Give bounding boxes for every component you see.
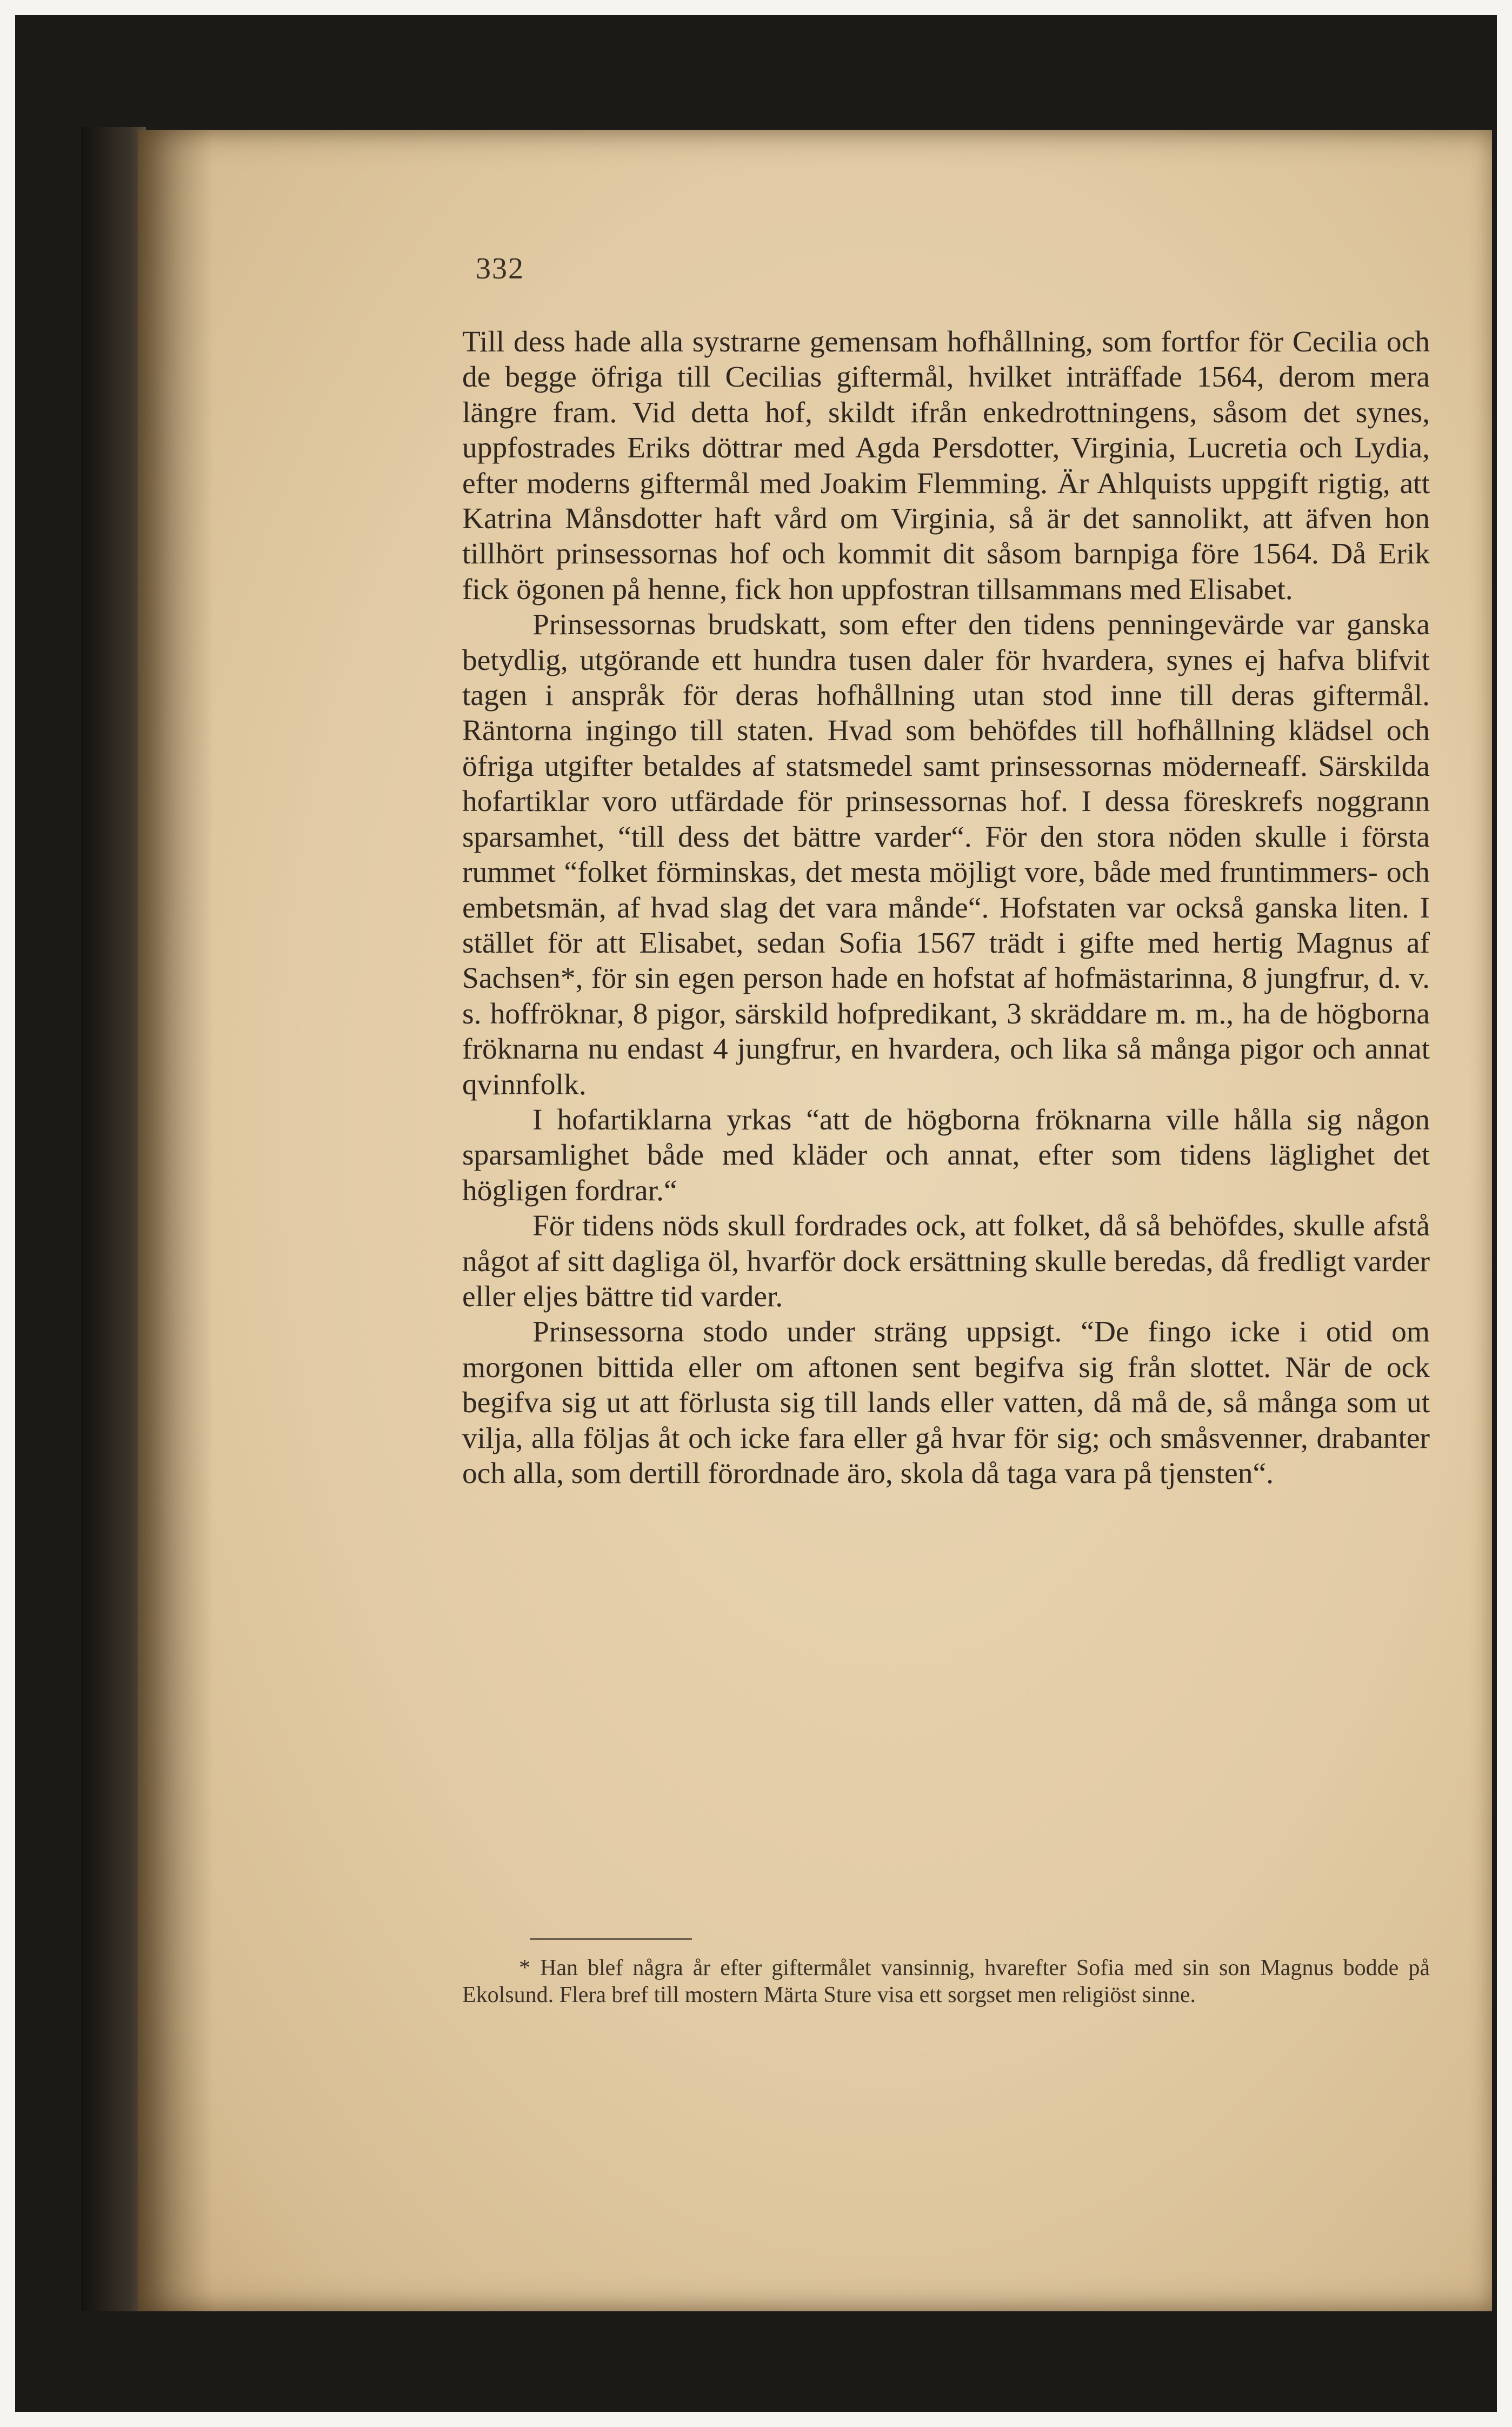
book-spine <box>81 127 146 2311</box>
footnote: * Han blef några år efter giftermålet vansinnig, hvarefter Sofia med sin son Magnus bodde på Ekolsund. Flera bref till mostern Märta Sture visa ett sorgset men religiöst sinne. <box>462 1956 1430 2007</box>
paragraph: Prinsessornas brudskatt, som efter den tidens penningevärde var ganska betydlig, utgörande ett hundra tusen daler för hvardera, synes ej hafva blifvit tagen i anspråk för deras hofhållning utan stod inne till deras giftermål. Räntorna ingingo till staten. Hvad som behöfdes till hofhållning klädsel och öfriga utgifter betaldes af statsmedel samt prinsessornas möderneaff. Särskilda hofartiklar voro utfärdade för prinsessornas hof. I dessa föreskrefs noggrann sparsamhet, “till dess det bättre varder“. För den stora nöden skulle i första rummet “folket förminskas, det mesta möjligt vore, både med fruntimmers- och embetsmän, af hvad slag det vara månde“. Hofstaten var också ganska liten. I stället för att Elisabet, sedan Sofia 1567 trädt i gifte med hertig Magnus af Sachsen*, för sin egen person hade en hofstat af hofmästarinna, 8 jungfrur, d. v. s. hoffröknar, 8 pigor, särskild hofpredikant, 3 skräddare m. m., ha de högborna fröknarna nu endast 4 jungfrur, en hvardera, och lika så många pigor och annat qvinnfolk. <box>462 608 1430 1101</box>
paragraph: Prinsessorna stodo under sträng uppsigt. “De fingo icke i otid om morgonen bittida eller om aftonen sent begifva sig från slottet. När de ock begifva sig ut att förlusta sig till lands eller vatten, då må de, så många som ut vilja, alla följas åt och icke fara eller gå hvar för sig; och småsvenner, drabanter och alla, som dertill förordnade äro, skola då taga vara på tjensten“. <box>462 1315 1430 1490</box>
page-number: 332 <box>476 252 524 285</box>
main-text <box>462 324 1430 1491</box>
page-gutter-shadow <box>138 130 214 2311</box>
footnote-divider <box>530 1938 692 1940</box>
paragraph: För tidens nöds skull fordrades ock, att folket, då så behöfdes, skulle afstå något af sitt dagliga öl, hvarför dock ersättning skulle beredas, då fredligt varder eller eljes bättre tid varder. <box>462 1209 1430 1313</box>
paragraph: Till dess hade alla systrarne gemensam hofhållning, som fortfor för Cecilia och de begge öfriga till Cecilias giftermål, hvilket inträffade 1564, derom mera längre fram. Vid detta hof, skildt ifrån enkedrottningens, såsom det synes, uppfostrades Eriks döttrar med Agda Persdotter, Virginia, Lucretia och Lydia, efter moderns giftermål med Joakim Flemming. Är Ahlquists uppgift rigtig, att Katrina Månsdotter haft vård om Virginia, så är det sannolikt, att äfven hon tillhört prinsessornas hof och kommit dit såsom barnpiga före 1564. Då Erik fick ögonen på henne, fick hon uppfostran tillsammans med Elisabet. <box>462 325 1430 606</box>
paragraph: I hofartiklarna yrkas “att de högborna fröknarna ville hålla sig någon sparsamlighet både med kläder och annat, efter som tidens läglighet det högligen fordrar.“ <box>462 1103 1430 1207</box>
